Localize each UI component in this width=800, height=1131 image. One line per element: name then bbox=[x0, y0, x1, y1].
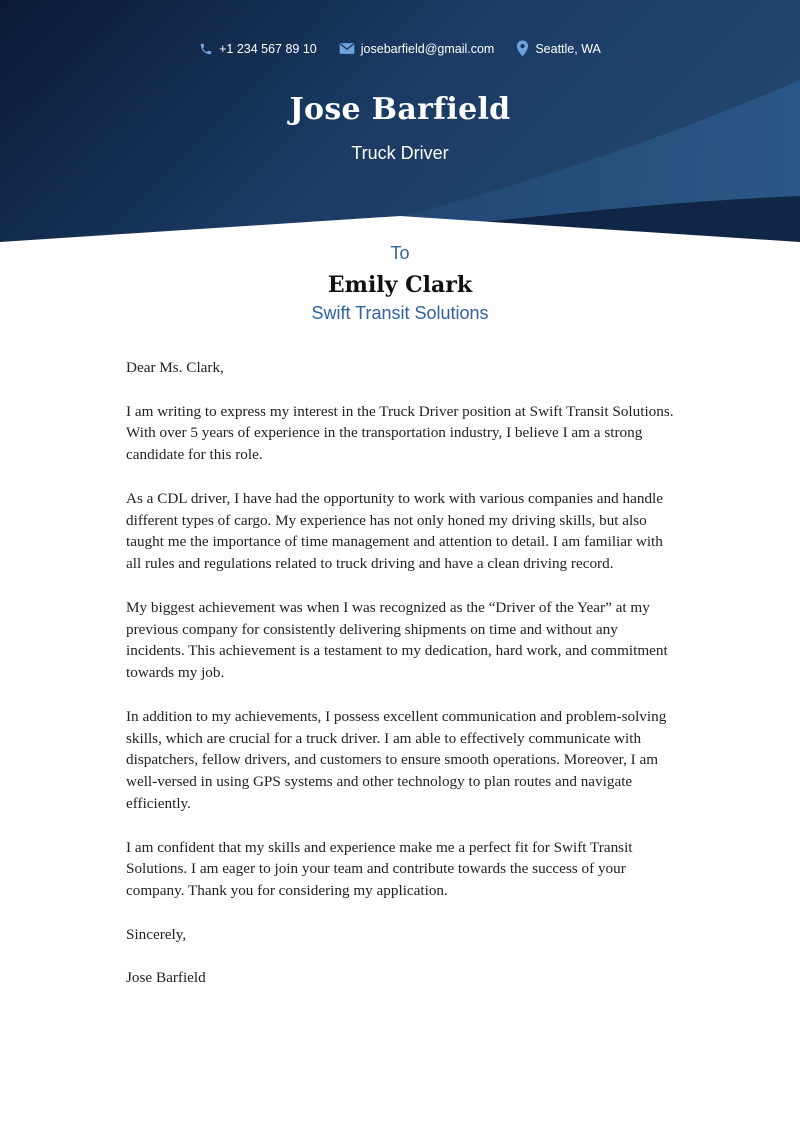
paragraph: As a CDL driver, I have had the opportunity to work with various companies and handle different types of cargo. My experience has not only honed my driving skills, but also taught me the importance of time management and attention to detail. I am familiar with all rules and regulations related to truck driving and have a clean driving record. bbox=[126, 489, 664, 573]
envelope-icon bbox=[339, 42, 355, 55]
to-label: To bbox=[390, 243, 410, 263]
recipient-company: Swift Transit Solutions bbox=[311, 303, 489, 323]
email-address: josebarfield@gmail.com bbox=[360, 41, 495, 56]
recipient-block bbox=[0, 242, 800, 324]
recipient-name: Emily Clark bbox=[327, 272, 473, 298]
applicant-name: Jose Barfield bbox=[289, 92, 511, 127]
location-text: Seattle, WA bbox=[535, 41, 601, 56]
contact-email bbox=[339, 42, 495, 56]
contact-location bbox=[516, 40, 601, 57]
paragraph: In addition to my achievements, I possess excellent communication and problem-solving skills, which are crucial for a truck driver. I am able to effectively communicate with dispatchers, fellow drivers, and customers to ensure smooth operations. Moreover, I am well-versed in using GPS systems and other technology to plan routes and navigate efficiently. bbox=[126, 707, 667, 812]
paragraph: I am confident that my skills and experience make me a perfect fit for Swift Transit Solutions. I am eager to join your team and contribute towards the success of your company. Thank you for considering my application. bbox=[126, 838, 633, 900]
contact-phone bbox=[199, 42, 317, 56]
applicant-title: Truck Driver bbox=[351, 143, 449, 163]
paragraph: I am writing to express my interest in the Truck Driver position at Swift Transit Solutions. With over 5 years of experience in the transportation industry, I believe I am a strong candidate for this role. bbox=[126, 402, 674, 464]
salutation: Dear Ms. Clark, bbox=[126, 359, 224, 376]
paragraph: My biggest achievement was when I was recognized as the “Driver of the Year” at my previous company for consistently delivering shipments on time and without any incidents. This achievement is a testament to my dedication, hard work, and commitment towards my job. bbox=[126, 598, 668, 682]
letter-body bbox=[126, 357, 678, 1011]
closing: Sincerely, bbox=[126, 925, 187, 943]
header-banner bbox=[0, 0, 800, 245]
map-pin-icon bbox=[516, 40, 529, 57]
phone-icon bbox=[199, 42, 213, 56]
contact-bar bbox=[0, 40, 800, 57]
signature: Jose Barfield bbox=[126, 969, 206, 987]
phone-number: +1 234 567 89 10 bbox=[219, 41, 317, 56]
